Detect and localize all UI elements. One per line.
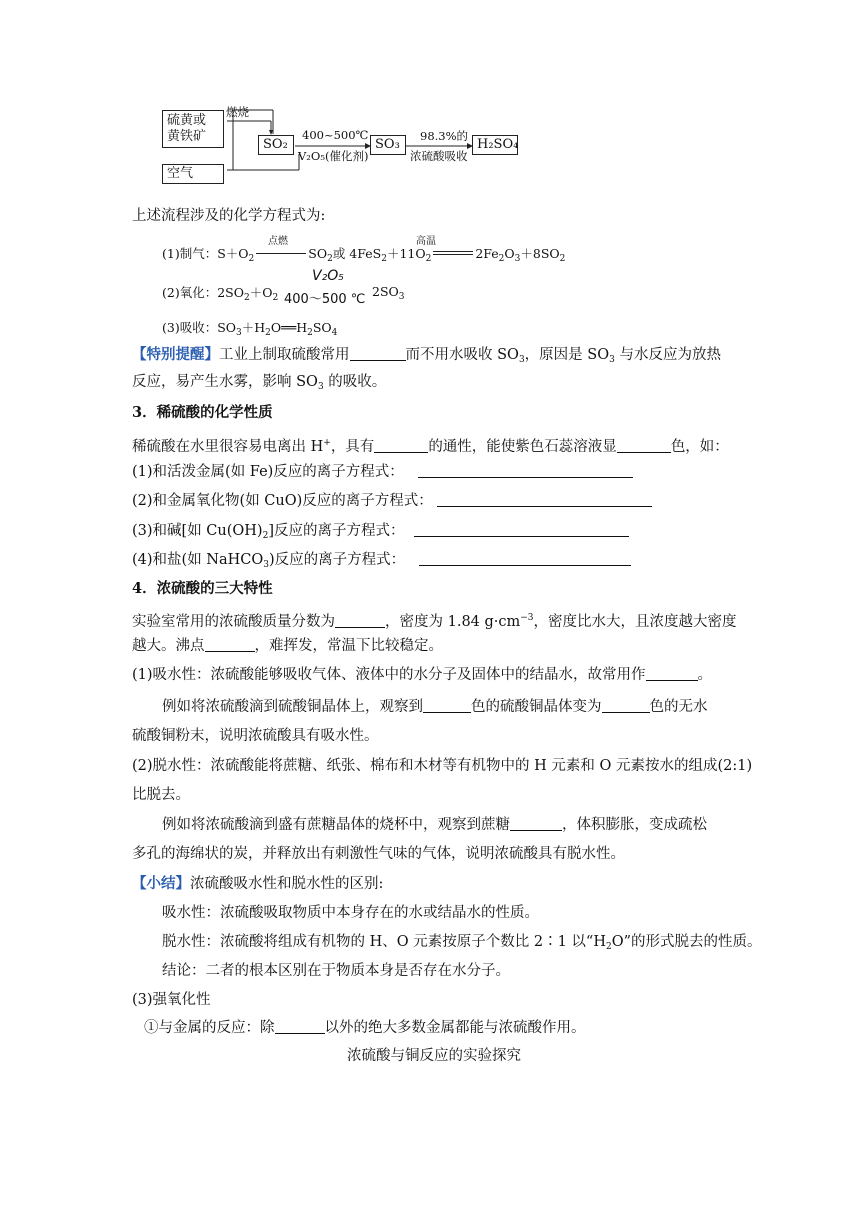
section-3-item-1: (1)和活泼金属(如 Fe)反应的离子方程式： [132, 462, 633, 482]
experiment-heading: 浓硫酸与铜反应的实验探究 [347, 1048, 521, 1064]
section-4-line-1: 实验室常用的浓硫酸质量分数为 ，密度为 1.84 $g\cdot cm^{-3}$，密度比水大，且浓度越大密度 [132, 613, 737, 630]
section-4-absorb-1: (1)吸水性：浓硫酸能够吸收气体、液体中的水分子及固体中的结晶水，故常用作 。 [132, 667, 713, 683]
blank-4c [646, 666, 698, 681]
equation-2-product: $2SO_3$ [372, 284, 405, 302]
blank-5a [275, 1019, 325, 1034]
section-4-dehydrate-4: 多孔的海绵状的炭，并释放出有刺激性气味的气体，说明浓硫酸具有脱水性。 [132, 846, 625, 862]
section-3-line-1: 稀硫酸在水里很容易电离出 H+，具有 的通性，能使紫色石蕊溶液显 色，如： [132, 438, 729, 455]
blank-4d [423, 698, 471, 713]
section-3-item-2: (2)和金属氧化物(如 CuO)反应的离子方程式： [132, 491, 652, 511]
section-oxidizing-title: (3)强氧化性 [132, 992, 211, 1008]
summary-dehydrate: 脱水性：浓硫酸将组成有机物的 H、O 元素按原子个数比 2∶1 以“$H_2O$”的形式脱去的性质。 [162, 934, 762, 952]
equation-1: (1)制气：$S+O_2$ $SO_2$或 $4FeS_2+11O_2$ $2Fe_2O_3+8SO_2$ [162, 246, 566, 264]
section-4-dehydrate-1: (2)脱水性：浓硫酸能将蔗糖、纸张、棉布和木材等有机物中的 H 元素和 O 元素按水的组成(2:1) [132, 758, 753, 774]
cond-temp: 400～500 ℃ [284, 292, 366, 307]
equation-2: (2)氧化：$2SO_2+O_2$ [162, 285, 279, 303]
tip-tag: 【特别提醒】 [132, 346, 219, 363]
section-4-title: 4．浓硫酸的三大特性 [132, 580, 273, 597]
blank-4b [205, 637, 255, 652]
blank-3-i3 [414, 522, 629, 537]
section-3-item-4: (4)和盐(如 NaHCO$_3$)反应的离子方程式： [132, 550, 631, 575]
blank-3a [374, 438, 428, 453]
flow-box-h2so4: H₂SO₄ [472, 135, 518, 155]
summary-conclusion: 结论：二者的根本区别在于物质本身是否存在水分子。 [162, 963, 510, 979]
summary-absorb: 吸水性：浓硫酸吸取物质中本身存在的水或结晶水的性质。 [162, 905, 539, 921]
blank-3b [617, 438, 671, 453]
section-oxidizing-line-1: ①与金属的反应：除 以外的绝大多数金属都能与浓硫酸作用。 [144, 1020, 586, 1036]
cond-ignite: 点燃 [268, 236, 288, 247]
label-temp: 400~500℃ [302, 128, 369, 142]
blank-3-i2 [437, 492, 652, 507]
section-3-title: 3．稀硫酸的化学性质 [132, 404, 273, 421]
intro-text: 上述流程涉及的化学方程式为: [132, 208, 326, 224]
flow-box-so2: SO₂ [258, 135, 294, 155]
section-3-item-3: (3)和碱[如 $Cu(OH)_2$]反应的离子方程式： [132, 521, 629, 546]
tip-line-1: 【特别提醒】工业上制取硫酸常用 而不用水吸收 $SO_3$，原因是 $SO_3$ 与水反应为放热 [132, 346, 721, 365]
blank-4a [335, 613, 385, 628]
blank-4f [510, 816, 562, 831]
section-4-dehydrate-2: 比脱去。 [132, 787, 190, 803]
section-4-line-2: 越大。沸点 ，难挥发，常温下比较稳定。 [132, 638, 443, 654]
section-4-dehydrate-3: 例如将浓硫酸滴到盛有蔗糖晶体的烧杯中，观察到蔗糖 ，体积膨胀，变成疏松 [162, 817, 707, 833]
section-4-absorb-3: 硫酸铜粉末，说明浓硫酸具有吸水性。 [132, 728, 379, 744]
equation-arrow-1 [256, 251, 306, 254]
tip-line-2: 反应，易产生水雾，影响 $SO_3$ 的吸收。 [132, 374, 387, 392]
equation-arrow-2 [433, 251, 473, 255]
section-4-absorb-2: 例如将浓硫酸滴到硫酸铜晶体上，观察到 色的硫酸铜晶体变为 色的无水 [162, 699, 708, 715]
label-catalyst: V₂O₅(催化剂) [298, 149, 369, 163]
summary-line: 【小结】浓硫酸吸水性和脱水性的区别: [132, 875, 384, 892]
flow-box-ore: 硫黄或 黄铁矿 [162, 110, 224, 148]
summary-tag: 【小结】 [132, 875, 190, 892]
cond-catalyst: V₂O₅ [312, 268, 344, 284]
label-burn: 燃烧 [226, 105, 249, 119]
equation-3: (3)吸收：$SO_3+H_2O══H_2SO_4$ [162, 320, 338, 338]
flow-box-air: 空气 [162, 164, 224, 184]
blank-3-i1 [418, 463, 633, 478]
blank-4e [602, 698, 650, 713]
label-absorb: 浓硫酸吸收 [410, 149, 468, 163]
blank-tip [350, 346, 406, 361]
blank-3-i4 [419, 551, 631, 566]
flow-box-so3: SO₃ [370, 135, 406, 155]
label-conc: 98.3%的 [420, 129, 469, 143]
cond-high-temp: 高温 [416, 236, 436, 247]
